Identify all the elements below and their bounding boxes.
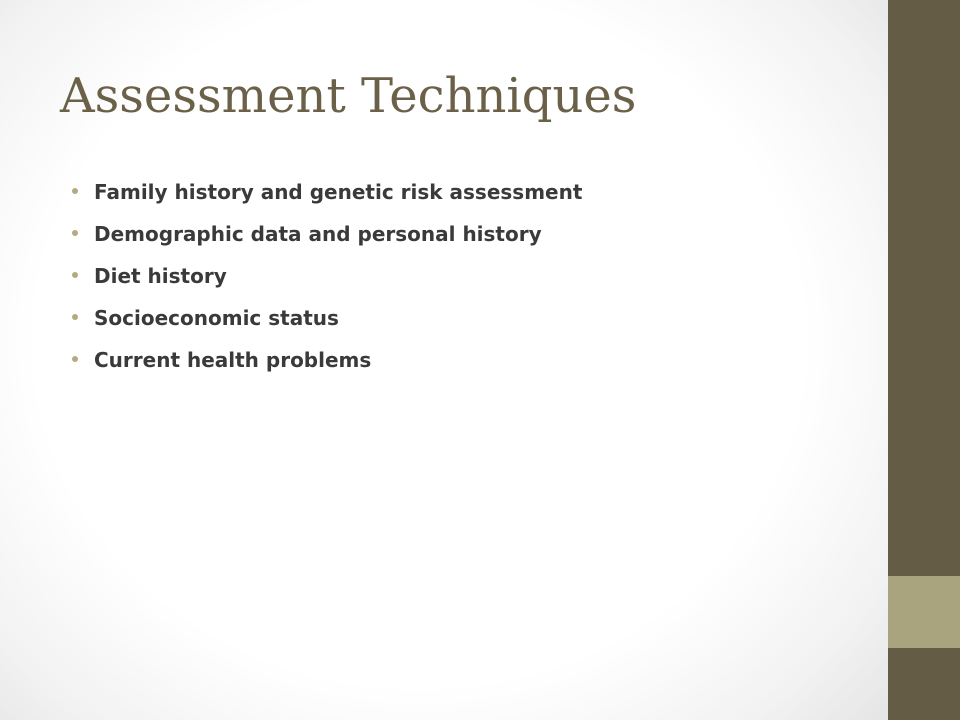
decorative-sidebar <box>888 0 960 720</box>
bullet-text: Current health problems <box>94 348 372 372</box>
sidebar-dark-block <box>888 0 960 576</box>
bullet-item <box>72 214 582 256</box>
bullet-dot-icon <box>72 314 78 320</box>
bullet-item <box>72 256 582 298</box>
bullet-dot-icon <box>72 230 78 236</box>
bullet-dot-icon <box>72 356 78 362</box>
bullet-item <box>72 298 582 340</box>
bullet-list <box>72 172 582 382</box>
bullet-item <box>72 340 582 382</box>
sidebar-accent-block <box>888 576 960 648</box>
sidebar-dark-bottom-block <box>888 648 960 720</box>
bullet-text: Socioeconomic status <box>94 306 339 330</box>
bullet-dot-icon <box>72 272 78 278</box>
slide-title: Assessment Techniques <box>60 68 637 124</box>
bullet-text: Family history and genetic risk assessment <box>94 180 583 204</box>
bullet-text: Demographic data and personal history <box>94 222 542 246</box>
bullet-item <box>72 172 582 214</box>
bullet-text: Diet history <box>94 264 227 288</box>
bullet-dot-icon <box>72 188 78 194</box>
